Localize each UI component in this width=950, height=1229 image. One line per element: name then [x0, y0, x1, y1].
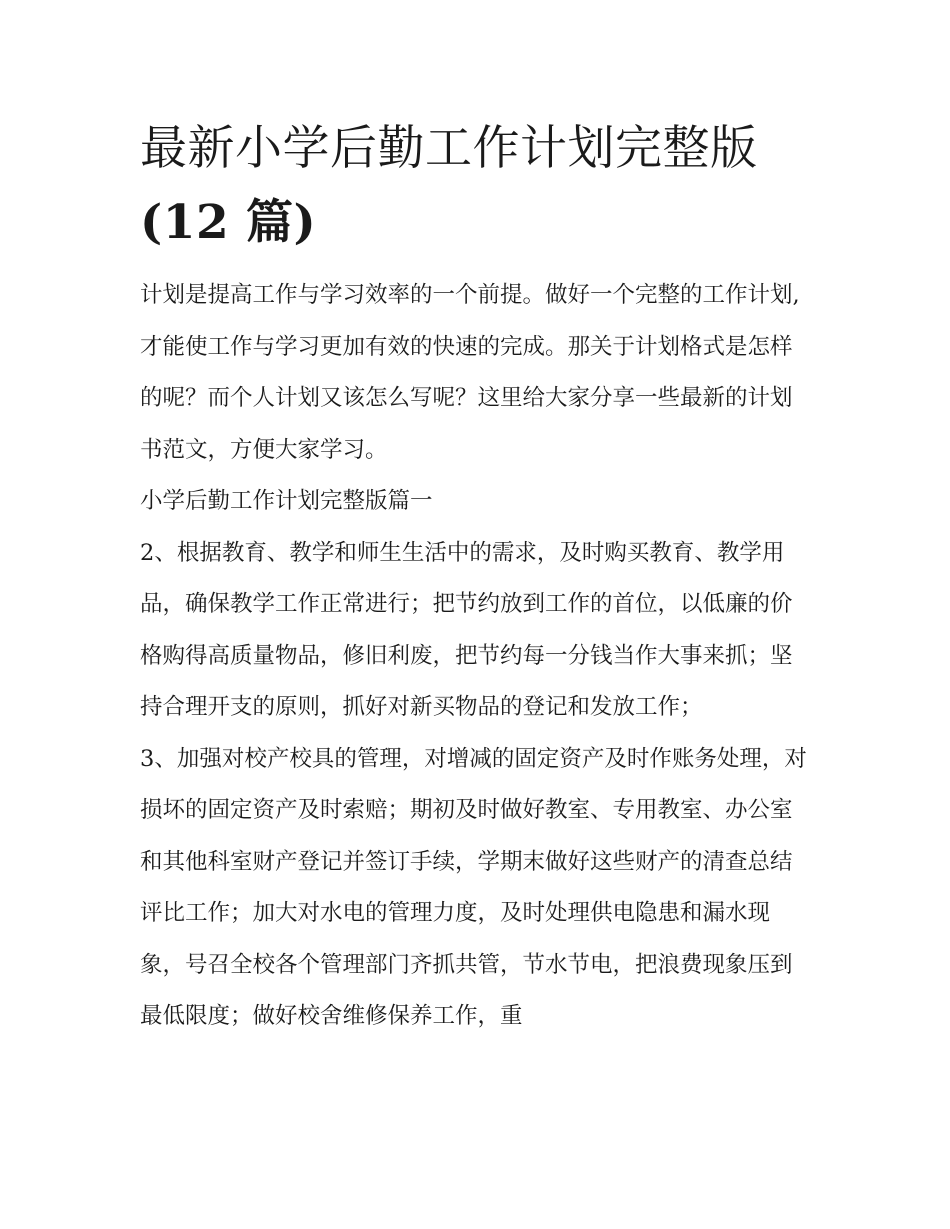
section-heading: 小学后勤工作计划完整版篇一 [140, 488, 433, 514]
document-title [140, 112, 812, 260]
intro-paragraph: 计划是提高工作与学习效率的一个前提。做好一个完整的工作计划,才能使工作与学习更加有效的快速的完成。那关于计划格式是怎样的呢？而个人计划又该怎么写呢？这里给大家分享一些最新的计划书范文，方便大家学习。 [140, 282, 800, 463]
document-body [140, 112, 812, 1043]
paragraph-item-3: 3、加强对校产校具的管理，对增减的固定资产及时作账务处理，对损坏的固定资产及时索赔；期初及时做好教室、专用教室、办公室和其他科室财产登记并签订手续，学期末做好这些财产的清查总结评比工作；加大对水电的管理力度，及时处理供电隐患和漏水现象，号召全校各个管理部门齐抓共管，节水节电，把浪费现象压到最低限度；做好校舍维修保养工作，重 [140, 745, 807, 1029]
title-main: 最新小学后勤工作计划完整版 [140, 121, 758, 176]
title-suffix: (12 篇) [140, 195, 317, 250]
paragraph-item-2: 2、根据教育、教学和师生生活中的需求，及时购买教育、教学用品，确保教学工作正常进行；把节约放到工作的首位，以低廉的价格购得高质量物品，修旧利废，把节约每一分钱当作大事来抓；坚持合理开支的原则，抓好对新买物品的登记和发放工作； [140, 539, 793, 720]
